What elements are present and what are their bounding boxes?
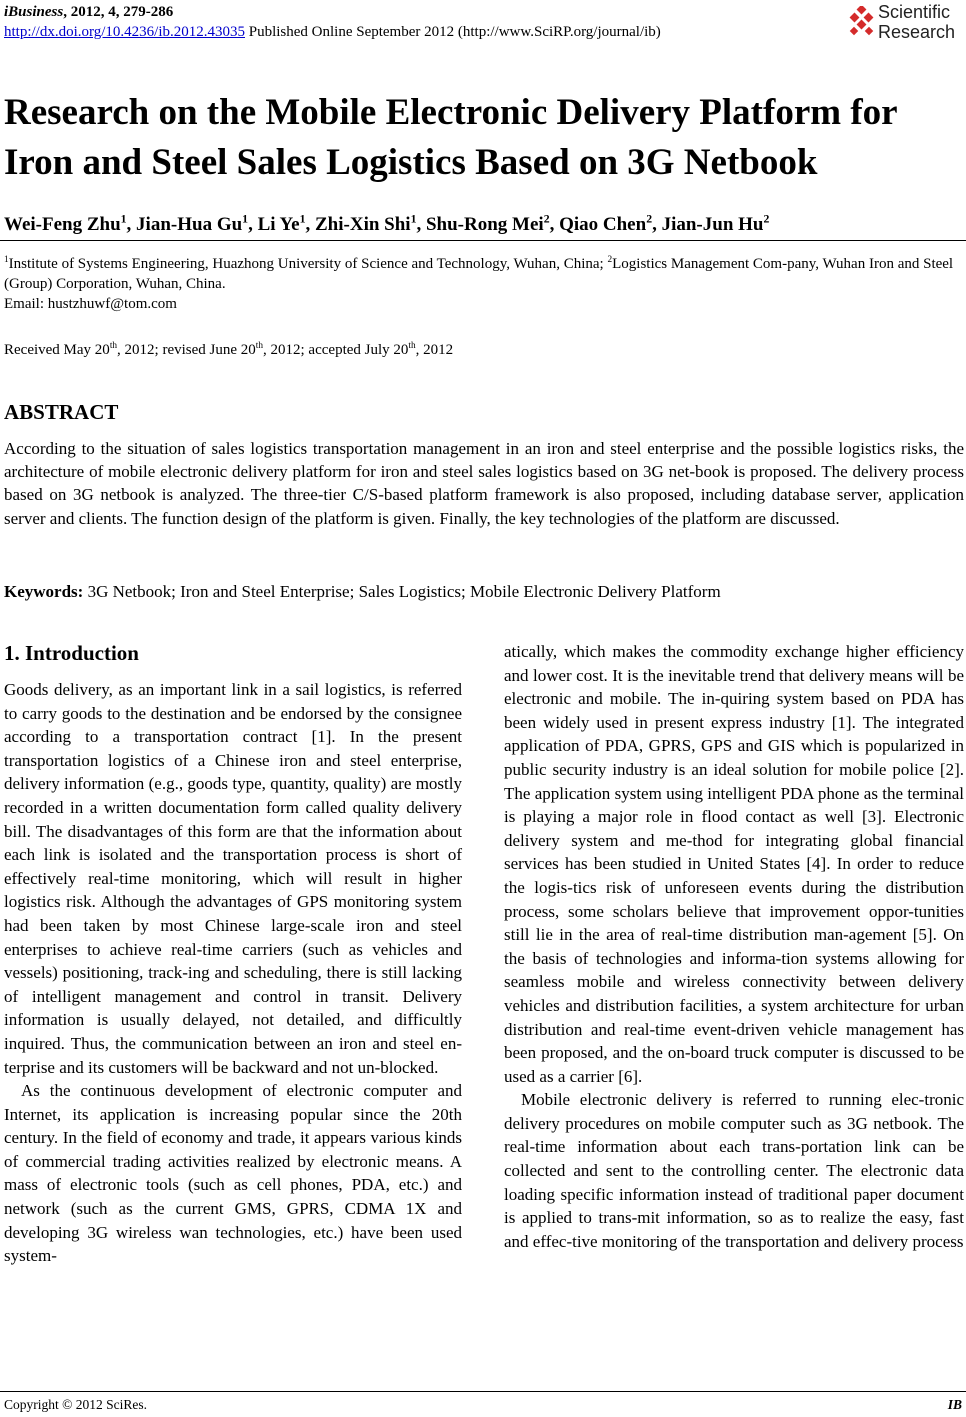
journal-name: iBusiness [4,4,64,20]
affiliation-1: Institute of Systems Engineering, Huazhong University of Science and Technology, Wuhan, China; [8,256,608,272]
author: Shu-Rong Mei [425,214,544,235]
revised-date: , 2012; revised June 20 [117,342,256,358]
journal-header [4,2,661,42]
affiliation-lines [4,254,964,294]
published-online: Published Online September 2012 (http://www.SciRP.org/journal/ib) [244,24,661,40]
affiliation-mark-1: 1 [4,255,9,265]
affiliations [4,254,964,314]
abstract-text: According to the situation of sales logistics transportation management in an iron and steel enterprise and the possible logistics risks, the architecture of mobile electronic delivery platform for iron and steel sales logistics based on 3G net-book is proposed. The delivery process based on 3G netbook is analyzed. The three-tier C/S-based platform framework is also proposed, including database server, application server and clients. The function design of the platform is given. Finally, the key technologies of the platform are discussed. [4,439,964,528]
publisher-logo [848,2,966,44]
received-dates [4,340,453,360]
ordinal-suffix: th [255,341,264,351]
accepted-date: , 2012; accepted July 20 [263,342,409,358]
paragraph: Mobile electronic delivery is referred to running elec-tronic delivery procedures on mobile computer such as 3G netbook. The real-time information about each trans-portation link can be collected and sent to the controlling center. The electronic data loading specific information instead of traditional paper document is applied to trans-mit information, so as to realize the easy, fast and effec-tive monitoring of the transportation and delivery process [504,1090,964,1251]
keywords-label: Keywords: [4,582,84,601]
scirp-logo-icon [848,6,876,36]
paper-title: Research on the Mobile Electronic Delivery Platform for Iron and Steel Sales Logistics Based on 3G Netbook [4,92,897,183]
author-affiliation-mark: 1 [242,212,249,226]
footer-divider [0,1391,966,1392]
author-divider [0,240,966,241]
logo-line-1: Scientific [878,2,951,22]
author-list: Wei-Feng Zhu$^1$, Jian-Hua Gu$^1$, Li Ye$^1$, Zhi-Xin Shi$^1$, Shu-Rong Mei$^2$, Qiao Chen$^2$, Jian-Jun Hu$^2$ [4,212,770,235]
left-column [4,678,462,1268]
author-affiliation-mark: 1 [410,212,417,226]
right-column [504,640,964,1253]
author-affiliation-mark: 1 [299,212,306,226]
copyright: Copyright © 2012 SciRes. [4,1397,148,1412]
paragraph: Goods delivery, as an important link in a sail logistics, is referred to carry goods to the destination and be endorsed by the consignee according to a transportation contract [1]. In the present transportation logistics of a Chinese iron and steel enterprise, delivery information (e.g., goods type, quantity, quality) are mostly recorded in a written documentation form called quality delivery bill. The disadvantages of this form are that the information about each link is isolated and the transportation process is short of effectively real-time monitoring, which will result in higher logistics risk. Although the advantages of GPS monitoring system had been taken by most Chinese large-scale iron and steel enterprises to achieve real-time carriers (such as vehicles and vessels) positioning, track-ing and scheduling, there is still lacking of intelligent management and control in transit. Delivery information is usually delayed, not detailed, and difficultly inquired. Thus, the communication between an iron and steel en-terprise and its customers will be backward and not un-blocked. [4,680,462,1077]
affiliation-mark-2: 2 [607,255,613,265]
logo-line-2: Research [878,22,956,42]
publication-line [4,22,661,42]
author: Qiao Chen [559,214,647,235]
affiliation-2: Logistics Management Com-pany, Wuhan Iron and Steel (Group) Corporation, Wuhan, China. [4,256,954,292]
author-affiliation-mark: 1 [120,212,127,226]
author: Zhi-Xin Shi [315,214,411,235]
journal-volume: , 2012, 4, 279-286 [63,4,174,20]
author-email: Email: hustzhuwf@tom.com [4,296,177,312]
author: Jian-Jun Hu [661,214,764,235]
received-date: Received May 20 [4,342,110,358]
logo-text [878,2,955,42]
ordinal-suffix: th [408,341,416,351]
author-affiliation-mark: 2 [646,212,653,226]
keywords [4,580,721,603]
journal-citation [4,2,661,22]
author-affiliation-mark: 2 [543,212,550,226]
author: Wei-Feng Zhu [4,214,121,235]
doi-link[interactable]: http://dx.doi.org/10.4236/ib.2012.43035 [4,24,245,40]
ordinal-suffix: th [109,341,118,351]
paragraph: atically, which makes the commodity exchange higher efficiency and lower cost. It is the inevitable trend that delivery means will be electronic and mobile. The in-quiring system based on PDA has been widely used in present express industry [1]. The integrated application of PDA, GPRS, GPS and GIS which is popularized in public security industry is an ideal solution for mobile police [2]. The application system using intelligent PDA phone as the terminal is playing a major role in flood contact as well [3]. Electronic delivery system and me-thod for integrating global financial services has been studied in United States [4]. In order to reduce the logis-tics risk of unforeseen events during the distribution process, some scholars believe that improvement oppor-tunities still lie in the area of real-time distribution man-agement [5]. On the basis of technologies and informa-tion systems allowing for seamless mobile and wireless connectivity between delivery vehicles and distribution facilities, a system architecture for urban distribution and real-time event-driven vehicle management has been proposed, and the on-board truck computer is discussed to be used as a carrier [6]. [504,642,964,1086]
paragraph: As the continuous development of electronic computer and Internet, its application is increasing popular since the 20th century. In the field of economy and trade, it appears various kinds of commercial trading activities realized by electronic means. A mass of electronic tools (such as cell phones, PDA, etc.) and network (such as the current GMS, GPRS, CDMA 1X and developing 3G wireless wan technologies, etc.) have been used system- [4,1081,462,1266]
abstract-heading: ABSTRACT [4,400,119,424]
keywords-text: 3G Netbook; Iron and Steel Enterprise; Sales Logistics; Mobile Electronic Delivery Platform [83,582,721,601]
author: Jian-Hua Gu [136,214,243,235]
section-heading-introduction: 1. Introduction [4,641,139,665]
year: , 2012 [415,342,454,358]
author-affiliation-mark: 2 [763,212,770,226]
journal-abbreviation: IB [947,1397,962,1412]
author: Li Ye [257,214,300,235]
